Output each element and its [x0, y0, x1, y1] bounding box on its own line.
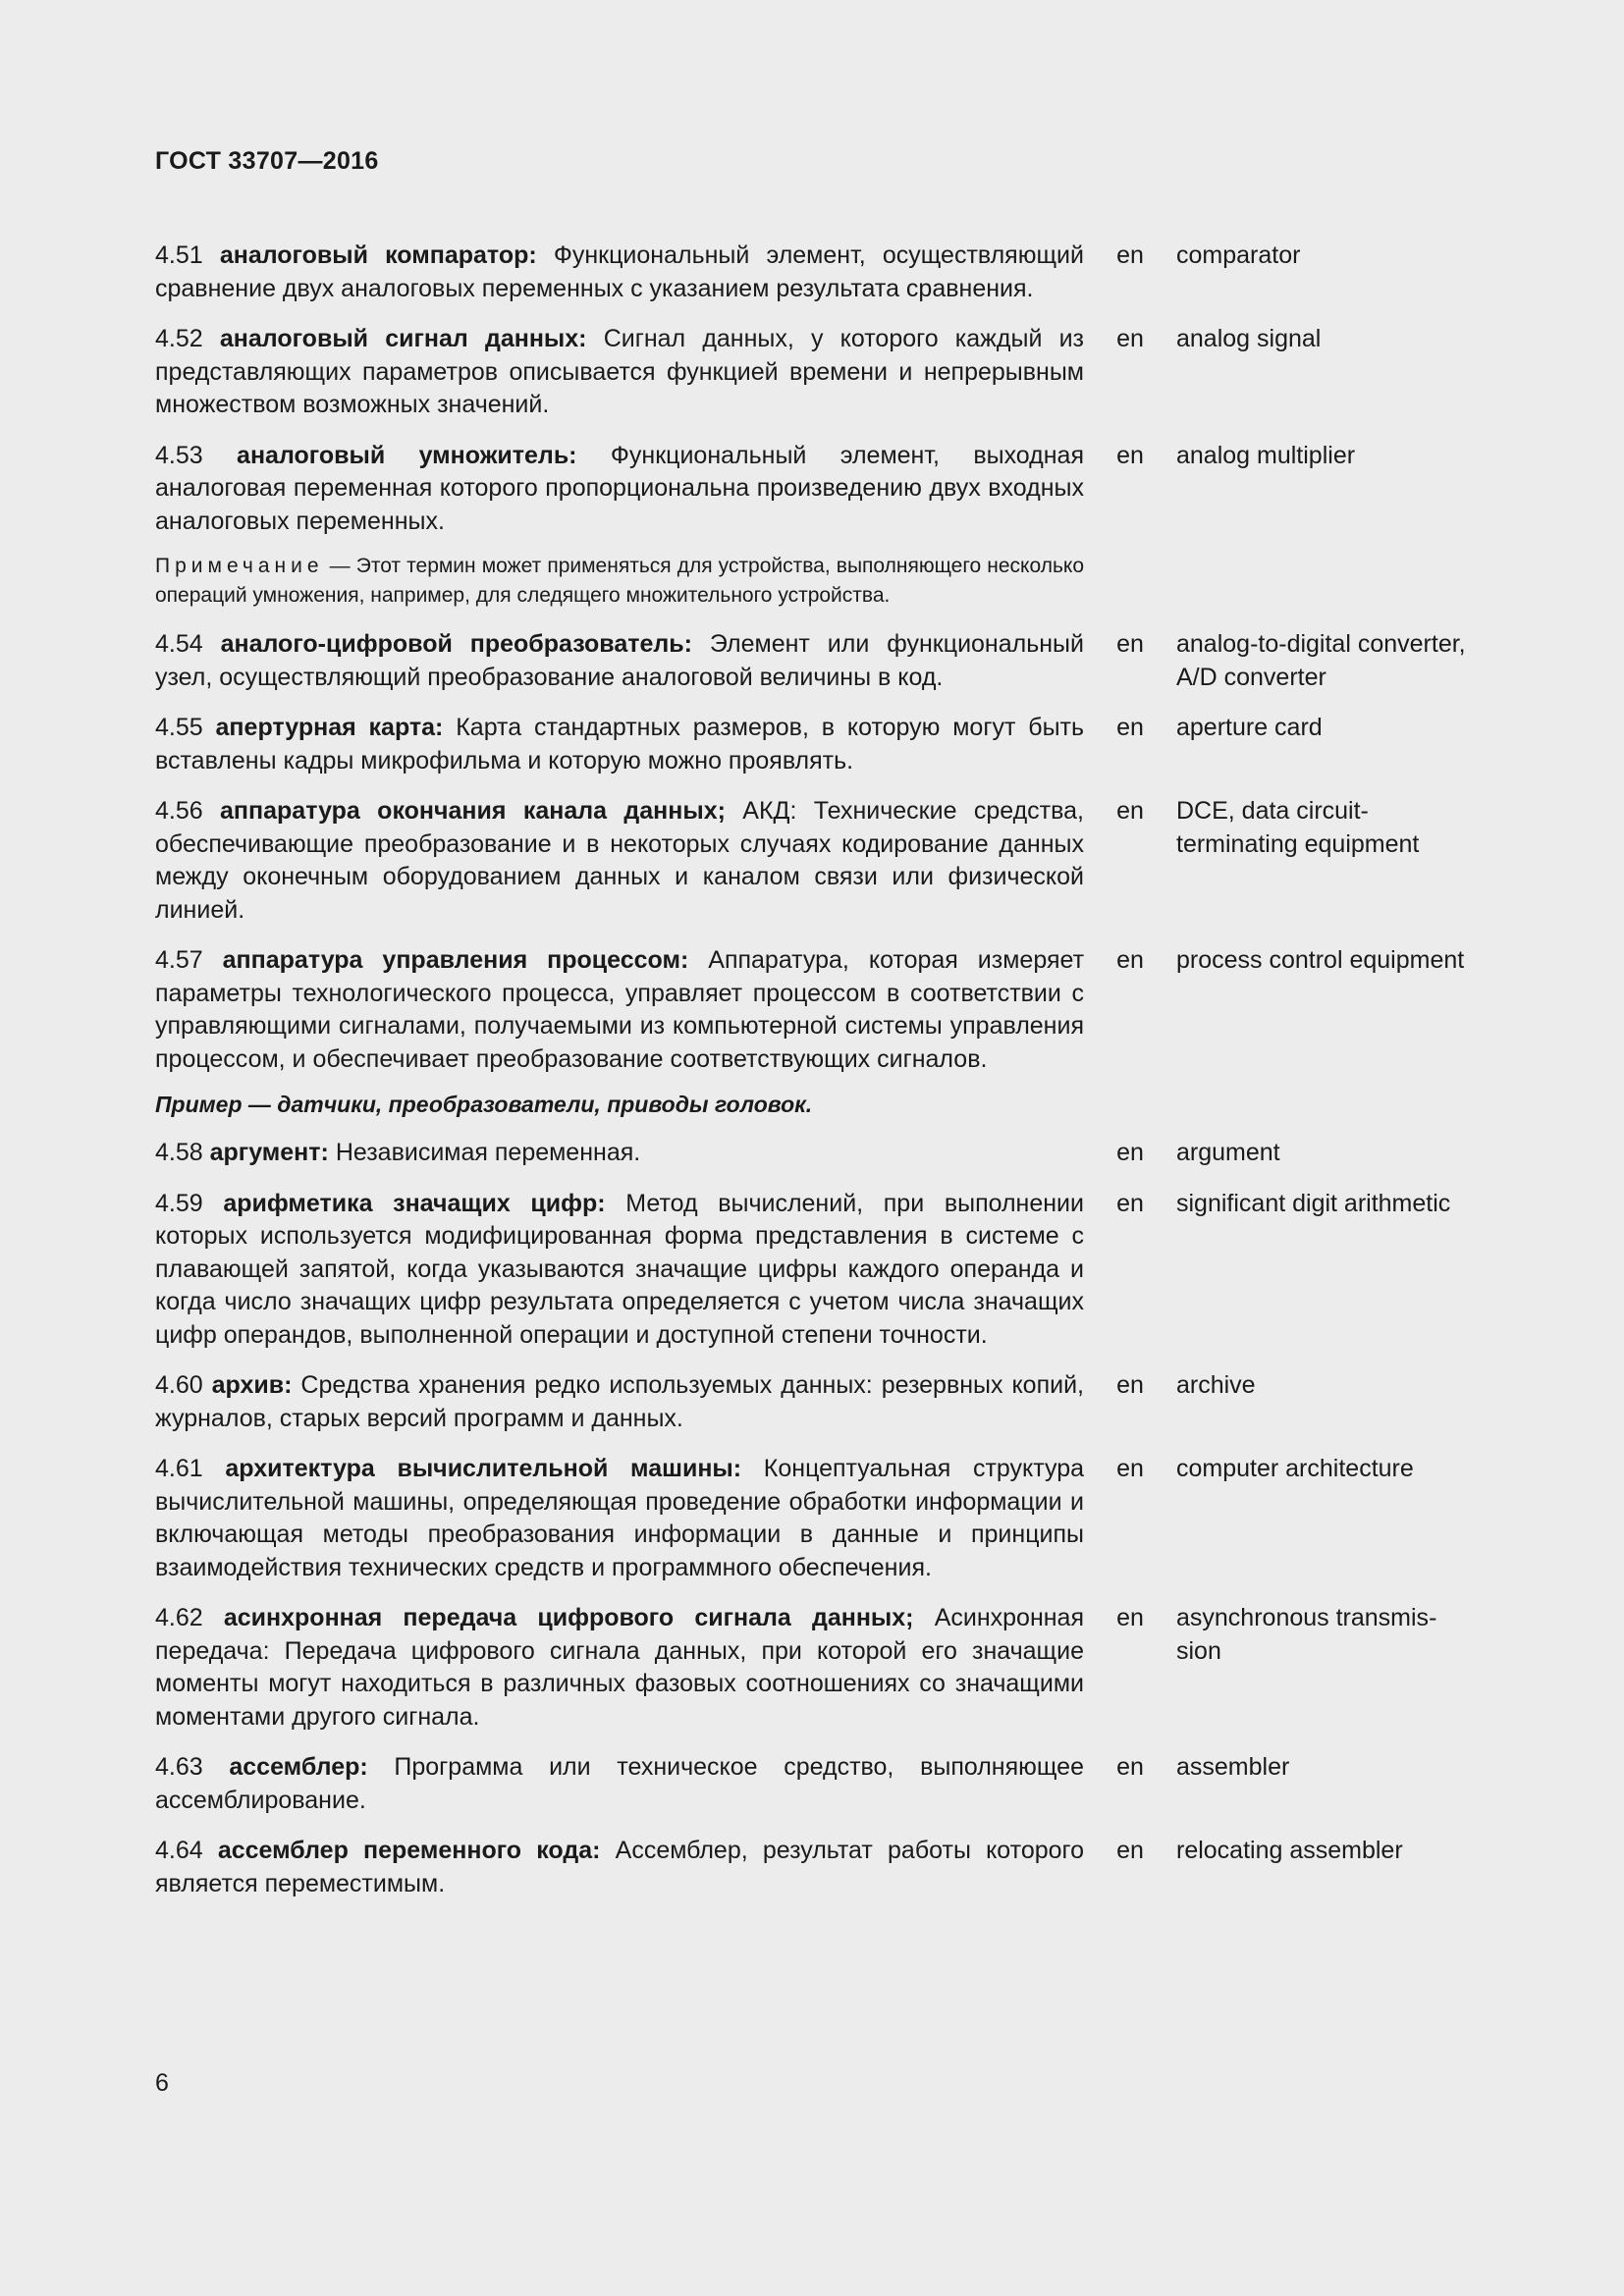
entry-equivalent: significant digit arithmetic	[1176, 1189, 1451, 1217]
entry-text	[155, 1188, 1084, 1353]
entry-term: аналого-цифровой преобразователь:	[220, 630, 692, 658]
term-entry	[155, 944, 1490, 1076]
entry-text	[155, 323, 1084, 422]
entry-term: аналоговый компаратор:	[219, 241, 537, 269]
entry-equivalent: assembler	[1176, 1753, 1290, 1781]
note-label: Примечание	[155, 555, 324, 577]
entry-lang: en	[1116, 630, 1144, 658]
entry-text	[155, 1137, 1084, 1170]
entry-equivalent: process control equipment	[1176, 946, 1465, 974]
entry-lang: en	[1116, 1371, 1144, 1399]
entry-number: 4.60	[155, 1371, 203, 1399]
term-entry	[155, 323, 1490, 422]
entry-term: аппаратура управления процессом:	[222, 946, 689, 974]
entry-number: 4.58	[155, 1139, 203, 1166]
entry-equivalent: computer architecture	[1176, 1455, 1414, 1482]
entry-number: 4.61	[155, 1455, 203, 1482]
entry-term: апертурная карта:	[215, 714, 444, 741]
entry-lang: en	[1116, 946, 1144, 974]
entry-definition: Метод вычислений, при выполнении которых используется модифицированная форма представления в системе с плавающей запятой, когда указываются значащие цифры каждого операнда и когда число значащих цифр результата определяется с учетом числа значащих цифр операндов, выполненной операции и доступной степени точности.	[155, 1189, 1084, 1349]
entry-text	[155, 1751, 1084, 1817]
entry-text	[155, 1369, 1084, 1435]
entry-number: 4.57	[155, 946, 203, 974]
entry-term: аналоговый умножитель:	[237, 441, 577, 469]
entry-definition: Аппаратура, которая измеряет параметры технологического процесса, управляет процессом в соответствии с управляющими сигналами, получаемыми из компьютерной системы управления процессом, и обеспечивает преобразование соответствующих сигналов.	[155, 946, 1085, 1073]
entry-number: 4.62	[155, 1604, 203, 1631]
entry-definition: Асинхронная передача: Передача цифрового сигнала данных, при которой его значащие моменты могут находиться в различных фазовых соотношениях со значащими моментами другого сигнала.	[155, 1604, 1084, 1731]
entry-note	[155, 552, 1084, 611]
entry-term: ассемблер переменного кода:	[217, 1837, 601, 1864]
entry-lang: en	[1116, 714, 1144, 741]
entry-term: аргумент:	[209, 1139, 329, 1166]
entry-number: 4.53	[155, 441, 203, 469]
term-entry	[155, 1602, 1490, 1734]
term-entry	[155, 240, 1490, 305]
page-number: 6	[155, 2069, 169, 2097]
entry-term: ассемблер:	[229, 1753, 368, 1781]
entry-lang: en	[1116, 1455, 1144, 1482]
entry-equivalent: relocating assembler	[1176, 1837, 1403, 1864]
entry-term: асинхронная передача цифрового сигнала данных;	[223, 1604, 914, 1631]
entry-term: архив:	[211, 1371, 293, 1399]
entry-term: аналоговый сигнал данных:	[219, 325, 587, 352]
entry-equivalent: comparator	[1176, 241, 1301, 269]
entry-lang: en	[1116, 1753, 1144, 1781]
entry-equivalent: analog multiplier	[1176, 441, 1356, 469]
term-entry	[155, 1137, 1490, 1170]
entry-text	[155, 240, 1084, 305]
entry-lang: en	[1116, 1189, 1144, 1217]
entry-text	[155, 1835, 1084, 1900]
entry-text	[155, 1602, 1084, 1734]
entry-equivalent: asynchronous transmission	[1176, 1604, 1437, 1665]
term-entry	[155, 1369, 1490, 1435]
entry-definition: Элемент или функциональный узел, осуществляющий преобразование аналоговой величины в код.	[155, 630, 1084, 691]
term-entry	[155, 440, 1490, 539]
entry-number: 4.64	[155, 1837, 203, 1864]
entry-definition: АКД: Технические средства, обеспечивающие преобразование и в некоторых случаях кодирование данных между оконечным оборудованием данных и каналом связи или физической линией.	[155, 797, 1084, 924]
entry-definition: Ассемблер, результат работы которого является переместимым.	[155, 1837, 1085, 1897]
term-entry	[155, 628, 1490, 694]
entry-definition: Функциональный элемент, осуществляющий сравнение двух аналоговых переменных с указанием результата сравнения.	[155, 241, 1084, 302]
entry-definition: Концептуальная структура вычислительной машины, определяющая проведение обработки информации и включающая методы преобразования информации в данные и принципы взаимодействия технических средств и программного обеспечения.	[155, 1455, 1085, 1581]
entry-number: 4.54	[155, 630, 203, 658]
entry-equivalent: DCE, data circuit-terminating equipment	[1176, 797, 1420, 858]
entry-number: 4.55	[155, 714, 203, 741]
term-entry	[155, 1188, 1490, 1353]
entry-text	[155, 440, 1084, 539]
entry-term: архитектура вычислительной машины:	[225, 1455, 742, 1482]
document-header: ГОСТ 33707—2016	[155, 147, 379, 175]
term-entry	[155, 1835, 1490, 1900]
entry-equivalent: archive	[1176, 1371, 1256, 1399]
term-entry	[155, 1453, 1490, 1584]
entry-definition: Независимая переменная.	[335, 1139, 641, 1166]
entry-lang: en	[1116, 241, 1144, 269]
entry-equivalent: analog signal	[1176, 325, 1322, 352]
entry-number: 4.51	[155, 241, 203, 269]
entry-lang: en	[1116, 325, 1144, 352]
term-entry	[155, 712, 1490, 777]
entry-text	[155, 795, 1084, 927]
entry-lang: en	[1116, 1139, 1144, 1166]
entry-lang: en	[1116, 441, 1144, 469]
entry-number: 4.63	[155, 1753, 203, 1781]
entry-equivalent: argument	[1176, 1139, 1280, 1166]
entry-number: 4.56	[155, 797, 203, 825]
entry-lang: en	[1116, 797, 1144, 825]
entry-term: арифметика значащих цифр:	[223, 1189, 606, 1217]
entry-example: Пример — датчики, преобразователи, приводы головок.	[155, 1092, 813, 1117]
term-entry	[155, 1751, 1490, 1817]
note-text: — Этот термин может применяться для устройства, выполняющего несколько операций умножения, например, для следящего множительного устройства.	[155, 555, 1084, 607]
entry-term: аппаратура окончания канала данных;	[220, 797, 726, 825]
terms-list	[155, 240, 1490, 1918]
entry-text	[155, 1453, 1084, 1584]
term-entry	[155, 795, 1490, 927]
entry-lang: en	[1116, 1837, 1144, 1864]
entry-text	[155, 712, 1084, 777]
entry-number: 4.59	[155, 1189, 203, 1217]
entry-lang: en	[1116, 1604, 1144, 1631]
entry-definition: Функциональный элемент, выходная аналоговая переменная которого пропорциональна произведению двух входных аналоговых переменных.	[155, 441, 1084, 535]
entry-equivalent: aperture card	[1176, 714, 1323, 741]
entry-definition: Программа или техническое средство, выполняющее ассемблирование.	[155, 1753, 1084, 1814]
entry-equivalent: analog-to-digital converter, A/D converter	[1176, 630, 1466, 691]
entry-definition: Карта стандартных размеров, в которую могут быть вставлены кадры микрофильма и которую можно проявлять.	[155, 714, 1085, 774]
entry-text	[155, 628, 1084, 694]
entry-definition: Сигнал данных, у которого каждый из представляющих параметров описывается функцией времени и непрерывным множеством возможных значений.	[155, 325, 1085, 418]
entry-definition: Средства хранения редко используемых данных: резервных копий, журналов, старых версий программ и данных.	[155, 1371, 1085, 1432]
entry-text	[155, 944, 1084, 1076]
entry-number: 4.52	[155, 325, 203, 352]
